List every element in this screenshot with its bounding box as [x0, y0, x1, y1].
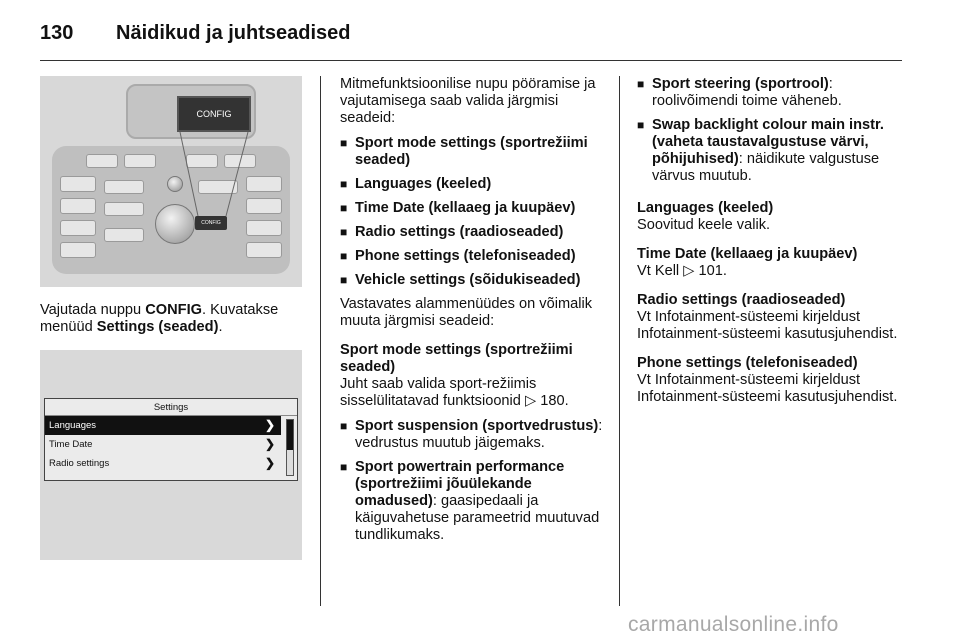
list-item: ■ Phone settings (telefoniseaded)	[340, 248, 608, 265]
phone-heading: Phone settings (telefoniseaded)	[637, 355, 858, 371]
list-item: ■ Sport steering (sportrool): roolivõimendi toime väheneb.	[637, 76, 899, 110]
list-item: ■ Vehicle settings (sõidukiseaded)	[340, 272, 608, 289]
chevron-right-icon: ❯	[264, 456, 275, 470]
page-reference-icon: ▷	[683, 263, 695, 279]
phone-text: Vt Infotainment-süsteemi kirjeldust Infotainment-süsteemi kasutusjuhendist.	[637, 372, 898, 405]
time-date-text: Vt Kell ▷ 101.	[637, 263, 727, 279]
callout-lines	[40, 76, 302, 287]
list-item: ■ Sport mode settings (sportrežiimi seaded)	[340, 135, 608, 169]
chevron-right-icon: ❯	[264, 437, 275, 451]
settings-row-radio: Radio settings ❯	[45, 454, 281, 473]
settings-keyword: Settings (seaded)	[96, 319, 219, 335]
time-date-heading: Time Date (kellaaeg ja kuupäev)	[637, 246, 858, 262]
menu-list	[340, 135, 608, 289]
submenu-intro: Vastavates alammenüüdes on võimalik muuta järgmisi seadeid:	[340, 296, 593, 329]
list-item: ■ Swap backlight colour main instr. (vaheta taustavalgustuse värvi, põhijuhised): näidikute valgustuse värvus muutub.	[637, 117, 899, 185]
settings-scrollbar	[286, 419, 294, 476]
chevron-right-icon: ❯	[264, 418, 275, 432]
config-button: CONFIG	[195, 216, 227, 230]
languages-heading: Languages (keeled)	[637, 200, 774, 216]
settings-window	[44, 398, 298, 481]
scrollbar-thumb	[287, 420, 293, 450]
column-divider-2	[619, 76, 620, 606]
settings-title: Settings	[45, 399, 297, 416]
list-item: ■ Radio settings (raadioseaded)	[340, 224, 608, 241]
settings-row-languages: Languages ❯	[45, 416, 281, 435]
column-1	[40, 302, 305, 336]
console-photo	[40, 76, 302, 287]
config-button-zoom: CONFIG	[177, 96, 251, 132]
header-divider	[40, 60, 902, 61]
list-item: ■ Sport suspension (sportvedrustus): vedrustus muutub jäigemaks.	[340, 418, 608, 452]
list-item: ■ Sport powertrain performance (sportrežiimi jõuülekande omadused): gaasipedaali ja käiguvahetuse parameetrid muutuvad tundlikumaks.	[340, 459, 608, 544]
config-instruction: Vajutada nuppu CONFIG. Kuvatakse menüüd Settings (seaded).	[40, 302, 279, 335]
sport-mode-heading: Sport mode settings (sportrežiimi seaded)	[340, 342, 573, 375]
intro-text: Mitmefunktsioonilise nupu pööramise ja vajutamisega saab valida järgmisi seadeid:	[340, 76, 596, 126]
column-divider-1	[320, 76, 321, 606]
watermark: carmanualsonline.info	[628, 613, 839, 636]
column-3	[637, 76, 899, 406]
settings-row-time-date: Time Date ❯	[45, 435, 281, 454]
radio-heading: Radio settings (raadioseaded)	[637, 292, 846, 308]
config-keyword: CONFIG	[145, 302, 202, 318]
page-reference-icon: ▷	[524, 393, 537, 409]
list-item: ■ Languages (keeled)	[340, 176, 608, 193]
sport-mode-text: Juht saab valida sport-režiimis sisselülitatavad funktsioonid ▷ 180.	[340, 376, 569, 409]
languages-text: Soovitud keele valik.	[637, 217, 771, 233]
settings-screen-image	[40, 350, 302, 560]
page-title: Näidikud ja juhtseadised	[116, 21, 351, 44]
column-2	[340, 76, 608, 551]
radio-text: Vt Infotainment-süsteemi kirjeldust Infotainment-süsteemi kasutusjuhendist.	[637, 309, 898, 342]
list-item: ■ Time Date (kellaaeg ja kuupäev)	[340, 200, 608, 217]
page-number: 130	[40, 21, 74, 44]
page-header	[40, 18, 351, 48]
